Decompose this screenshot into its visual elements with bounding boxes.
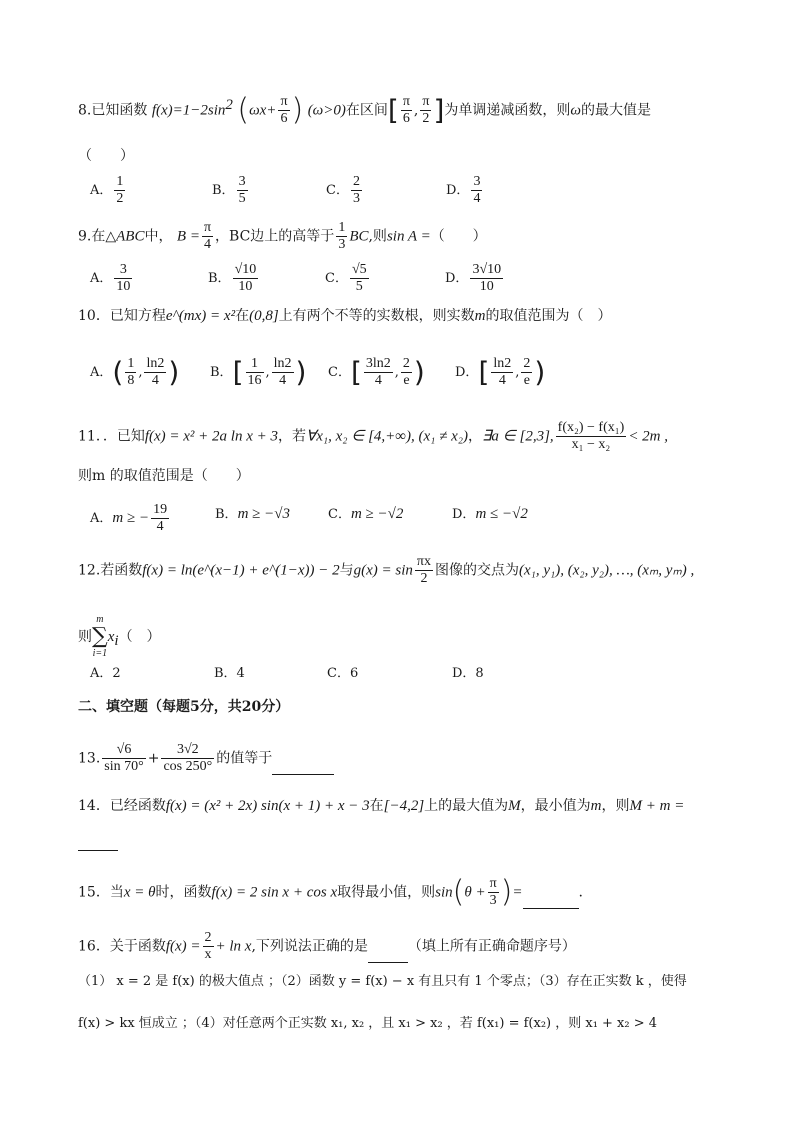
q8-option-b[interactable]: B． $\frac{3}{5}$ [212,174,246,206]
q14-answer-blank[interactable] [78,836,118,851]
q10-option-a[interactable]: A．( $\frac{1}{8}$ , $\frac{\ln 2}{4}$ ) [90,355,180,389]
q12-line2: 则 m ∑ i=1 $x_i$（ ） [78,614,161,659]
q15-line: 15．当x = θ时，函数f(x) = 2 sin x + cos x取得最小值，则sin(θ + $\frac{\pi}{3}$ )= . [78,874,583,910]
q14-line: 14．已经函数f(x) = (x² + 2x) sin(x + 1) + x − 3在[−4,2]上的最大值为M，最小值为m，则M + m = [78,798,685,814]
q15-answer-blank[interactable] [523,894,579,909]
q10-option-b[interactable]: B．[ $\frac{1}{16}$ , $\frac{\ln 2}{4}$ ) [210,355,307,389]
q11-line2: 则m 的取值范围是（ ） [78,468,250,484]
q10-option-c[interactable]: C．[ $\frac{3\ln 2}{4}$ , $\frac{2}{e}$ ) [328,355,425,389]
q8-pi-over-6: $\frac{\pi}{6}$ [280,94,288,126]
q9-option-c[interactable]: C． $\frac{√5}{5}$ [325,262,367,294]
q11-option-a[interactable]: A．m ≥ − $\frac{19}{4}$ [90,502,168,534]
sum-symbol: m ∑ i=1 [92,614,108,659]
q8-option-a[interactable]: A． $\frac{1}{2}$ [90,174,124,206]
q12-option-c[interactable]: C．6 [327,666,359,681]
q8-option-d[interactable]: D． $\frac{3}{4}$ [446,174,481,206]
q13-line: 13. $\frac{√6}{\sin 70^\circ}$ + $\frac{3√2}{\cos 250^\circ}$ 的值等于 [78,742,334,775]
q12-option-b[interactable]: B．4 [214,666,245,681]
q11-option-d[interactable]: D．m ≤ −√2 [452,506,528,522]
q8-line: 8.已知函数 $f(x)=1-2\sin^2$ (ωx+ $\frac{\pi}{6}$ ) (ω>0)在区间[ $\frac{\pi}{6}$ , $\frac{\pi}{2}$ ]为单调递减函数，则ω的最大值是 [78,92,651,128]
q8-paren: （ ） [78,148,134,164]
q9-option-b[interactable]: B． $\frac{√10}{10}$ [208,262,257,294]
q8-text-a: 8.已知函数 [78,102,148,119]
q16-line2: （1） x = 2 是 f(x) 的极大值点 ；（2）函数 y = f(x) − x 有且只有 1 个零点；（3）存在正实数 k ，使得 [78,974,687,989]
q8-option-c[interactable]: C． $\frac{2}{3}$ [326,174,360,206]
q8-cond: (ω>0) [307,102,346,119]
q16-line3: f(x) > kx 恒成立 ；（4）对任意两个正实数 x₁, x₂ ，且 x₁ > x₂ ，若 f(x₁) = f(x₂) ，则 x₁ + x₂ > 4 [78,1016,658,1031]
q8-inner: ωx+ [249,102,277,119]
q12-option-a[interactable]: A．2 [90,666,121,681]
q11-option-b[interactable]: B．m ≥ −√3 [215,506,290,522]
q8-expr: f(x)=1−2sin [151,102,226,119]
q12-line: 12.若函数f(x) = ln(e^(x−1) + e^(1−x)) − 2与g(x) = sin $\frac{\pi x}{2}$ 图像的交点为(x₁, y₁), (x₂, y₂), …, (xₘ, yₘ) , [78,554,695,586]
q13-answer-blank[interactable] [272,760,334,775]
section-heading: 二、填空题（每题5分，共20分） [78,699,290,715]
q10-option-d[interactable]: D．[ $\frac{\ln 2}{4}$ , $\frac{2}{e}$ ) [455,355,546,389]
q11-option-c[interactable]: C．m ≥ −√2 [328,506,404,522]
q9-option-a[interactable]: A． $\frac{3}{10}$ [90,262,131,294]
q16-answer-blank[interactable] [368,948,408,963]
q12-option-d[interactable]: D．8 [452,666,484,681]
q16-line: 16．关于函数f(x) = $\frac{2}{x}$ + ln x,下列说法正确的是 （填上所有正确命题序号） [78,930,576,962]
q11-line: 11．．已知f(x) = x² + 2a ln x + 3，若∀x₁, x₂ ∈ [4,+∞), (x₁ ≠ x₂)，∃a ∈ [2,3], $\frac{\text{f(x₂) − f(x₁)}}{\text{x₁ − x₂}}$ < 2m , [78,420,669,452]
q9-option-d[interactable]: D． $\frac{3√10}{10}$ [445,262,502,294]
q9-line: 9.在△ABC中， B = $\frac{\pi}{4}$ ，BC边上的高等于 $\frac{1}{3}$ BC,则sin A =（ ） [78,220,487,252]
q10-line: 10．已知方程e^(mx) = x²在(0,8]上有两个不等的实数根，则实数m的取值范围为（ ） [78,308,612,324]
